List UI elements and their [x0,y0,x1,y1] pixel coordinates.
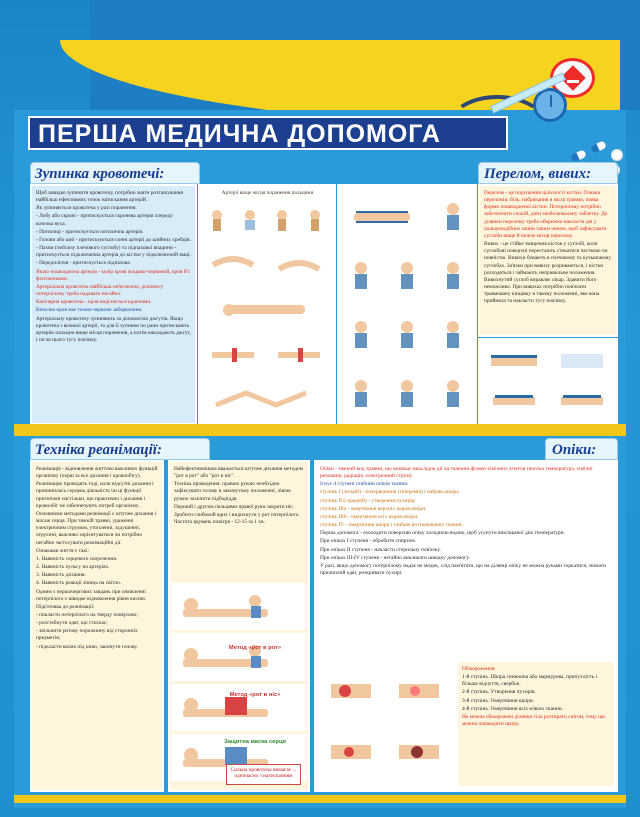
frostbite-text [458,662,614,733]
resuscitation-images [171,583,307,781]
bleeding-images [202,199,330,420]
resuscitation-text-left [30,460,164,792]
illustration [202,289,330,331]
fracture-images [340,188,474,421]
illustration [300,199,330,241]
frostbite-panel [456,660,616,788]
illustration [386,306,429,362]
resuscitation-paragraph: 1. Наявність серцевого скорочення. [36,555,118,562]
resuscitation-paragraph: Основними методами реанімації є штучне дихання і масаж серця. При тяжкій травмі, ураженні електричним струмом, утопленні, задушенні, отруєнні, важливо зорієнтуватися чи потрібно негайно застосувати реанімаційні дії. [36,510,157,546]
fracture-title: Перелом, вивих: [484,166,592,182]
tablet-icon [611,149,623,161]
illustration [482,383,547,421]
resuscitation-paragraph: Перший і другим пальцями правої руки закрити ніс. [174,503,295,510]
illustration [387,722,453,781]
illustration [171,684,307,731]
bleeding-paragraph: - Голови або шиї - притискуються сонні артерії до шийних хребців. [36,236,191,243]
burns-paragraph: Існує 4 ступені глибини опіків тканин: [320,481,409,488]
burns-paragraph: ступінь ІІ (середній) - утворення пухирів; [320,497,416,504]
burn-images [318,660,452,780]
burns-paragraph: ступінь ІІІа - омертвіння верхніх шарів шкіри; [320,505,427,512]
illustration [386,247,429,303]
burns-paragraph: Опіки - тяжкий вид травми, що виникає внаслідок дії на тканини фізико-хімічних агентів (висока температура, хімічні речовини, радіація, електричний струм). [320,466,593,480]
bleeding-text-panel [30,184,197,425]
illustration [318,722,384,781]
caption-mouth-to-nose: Метод «рот в ніс» [229,692,281,698]
illustration [171,633,307,680]
bleeding-paragraph: - Лобу або скроні - притискується скронева артерія спереду козелка вуха. [36,213,173,227]
resuscitation-paragraph: 2. Наявність пульсу на артеріях. [36,564,110,571]
yellow-divider [14,424,626,436]
burns-paragraph: При опіках ІІІ-ІV ступеня - негайно викликати швидку допомогу. [320,554,470,561]
resuscitation-paragraph: Техніка проведення: правою рукою необхідно зафіксувати голову в закинутому положенні, лівою рукою захопити підборіддя. [174,481,291,502]
page-title: ПЕРША МЕДИЧНА ДОПОМОГА [38,120,441,148]
resuscitation-title: Техніка реанімації: [35,442,162,458]
resuscitation-paragraph: - підкласти валик під шию, закинути голову. [36,643,138,650]
illustration [340,188,428,244]
fracture-paragraph: Перелом - це порушення цілісності кістки. Ознаки переломів: біль, набрякання в місці травми, поява форми пошкодженої кістки. Потерпілому потрібно забезпечити спокій, дати знеболювальну таблетку. До ділянки перелому треба обережно накласти дві у пальцеподібних шини таким чином, щоб зафіксувати суглоби вище й нижче місця перелому. [484,190,608,239]
illustration [340,247,383,303]
frostbite-paragraph: 4-й ступінь. Омертвіння всіх м'яких тканин. [462,705,563,712]
warning-callout: Сильна кровотеча вимагає ... одночасно з натисканням [226,764,301,785]
burns-paragraph: У разі, якщо допомогу потерпілому надає не медик, слід пам'ятати, що на ділянці опіку не можна руками торкатися, знімати прилиплий одяг, розкривати пухирі. [320,562,607,577]
bleeding-text [32,186,195,349]
illustration [202,199,232,241]
bleeding-paragraph: Щоб швидко зупинити кровотечу, потрібно знати розташування найбільш ефективних точок натискання артерій. [36,190,184,204]
illustration [387,660,453,719]
illustration [340,365,383,421]
resuscitation-paragraph: Зробити глибокий вдих і видихнути у рот потерпілого. Частота вдувань повітря - 12-15 за 1 хв. [174,511,300,526]
caption-mouth-to-mouth: Метод «рот в рот» [228,645,282,651]
resuscitation-paragraph: - розстебнути одяг, що стискає; [36,620,108,627]
frostbite-paragraph: 2-й ступінь. Утворення пухирів. [462,689,536,696]
bleeding-paragraph: Артеріальну кровотечу зупиняють за допомогою джгутів. Якщо кровотеча з великої артерії, то для її зупинки по рани притискають артерію пальцем вище місця поранення, а потім накладають джгут, і після цього тугу пов'язку. [36,315,191,343]
fracture-text [480,186,616,311]
illustration [202,378,330,420]
fracture-text-panel [478,184,618,337]
resuscitation-left-text [32,462,162,656]
illustration [550,383,615,421]
bleeding-paragraph: Якщо пошкоджена артерія - колір крові яскраво-червоний, кров б'є фонтанчиком. [36,268,190,282]
illustration [171,583,307,630]
resuscitation-paragraph: - звільнити ротову порожнину від сторонніх предметів; [36,628,138,642]
illustration [431,306,474,362]
illustration [431,188,474,244]
bleeding-paragraph: - Потилиці - притискується потилична артерія. [36,228,144,235]
bleeding-paragraph: Як зупиняється кровотеча у разі поранення: [36,205,137,212]
illustration [268,244,331,286]
illustration [431,247,474,303]
burns-paragraph: При опіках І ступеня - обробити спиртом. [320,538,416,545]
bleeding-image-caption: Артерії вище місця поранення пальцями [221,190,314,196]
resuscitation-right-text [170,462,308,531]
bleeding-paragraph: Капілярна кровотеча - кров виділяється краплями. [36,299,152,306]
illustration [268,333,331,375]
burns-paragraph: ступінь ІV - омертвіння шкіри і глибше розташованих тканин. [320,522,463,529]
bleeding-paragraph: - Пахви (поблизу плечового суглобу) та підпахової впадини - притискується підключична артерія до кістки у підключичній ямці. [36,245,192,259]
fracture-paragraph: Вивих - це стійке зміщення кісток у суглобі, коли суглобові поверхні перестають стикатися частково чи повністю. Вивихи бувають в плечовому та кульшовому суглобах. За'язки при вивиху розриваються, і кістки розходяться і займають неправильне положення. Вивихнутий суглоб вправляє лікар. Здавити його неможливо. При вивихах потрібно пов'язати травмовану кінцівку в такому положенні, яке вона прийняла та накласти тугу пов'язку. [484,241,612,305]
resuscitation-paragraph: Найефективнішим вважається штучне дихання методом "рот в рот" або "рот в ніс". [174,466,303,480]
frostbite-paragraph: Не можна обморожені ділянки тіла розтирати снігом, тому що можна пошкодити шкіру. [462,713,605,728]
illustration [268,199,298,241]
bleeding-paragraph: Артеріальна кровотеча найбільш небезпечна, допомогу потерпілому треба надавати негайно. [36,283,164,298]
bleeding-title: Зупинка кровотечі: [35,166,165,182]
burns-paragraph: Перша допомога - охолодити поверхню опіку холодною водою, щоб усунути викликаної дію температури. [320,530,565,537]
bleeding-paragraph: Венозна кров має темно-червоне забарвлення. [36,307,143,314]
illustration [386,365,429,421]
resuscitation-paragraph: Підготовка до реанімації: [36,603,95,610]
illustration [340,306,383,362]
resuscitation-paragraph: Реанімація - відновлення життєво важливих функцій організму (перш за все дихання і кровообігу). [36,466,158,480]
illustration [482,342,547,380]
burns-paragraph: ступінь ІІІб - омертвіння всіх шарів шкіри; [320,513,419,520]
frostbite-paragraph: 1-й ступінь. Шкіра синюшна або мармурова, припухлість і більше відчуття, свербіж. [462,674,598,688]
resuscitation-paragraph: 4. Наявність реакції зіниць на світло. [36,580,122,587]
caption-mask: Защитна маска серця [224,739,286,745]
illustration [235,199,265,241]
resuscitation-paragraph: Ознаками життя є такі: [36,547,90,554]
illustration [318,660,384,719]
illustration [202,244,265,286]
illustration [431,365,474,421]
resuscitation-paragraph: 3. Наявність дихання. [36,572,86,579]
burns-text [316,462,616,582]
resuscitation-paragraph: - покласти потерпілого на тверду поверхню; [36,611,138,618]
resuscitation-paragraph: Реанімацію проводять тоді, коли відсутні дихання і припинилась серцева діяльність чи ці функції пригнічені настільки, що практично і дихання і кровообіг не забезпечують потреб організму. [36,481,154,509]
illustration [550,342,615,380]
bleeding-paragraph: - Передпліччя - притискується підпахова [36,260,130,267]
resuscitation-paragraph: Одним з першочергових завдань при оживленні потерпілого є швидке відновлення рівня кисню. [36,588,147,602]
yellow-divider [14,795,626,803]
burns-paragraph: ступінь І (легкий) - почервоніння (гіперемія) і набряк шкіри; [320,489,460,496]
burns-paragraph: При опіках ІІ ступеня - накласти стерильну пов'язку. [320,546,441,553]
illustration [202,333,265,375]
frostbite-heading: Обмороження: [462,666,496,672]
frostbite-paragraph: 3-й ступінь. Омертвіння шкіри. [462,697,535,704]
splint-images [482,342,614,421]
burns-title: Опіки: [552,442,597,458]
